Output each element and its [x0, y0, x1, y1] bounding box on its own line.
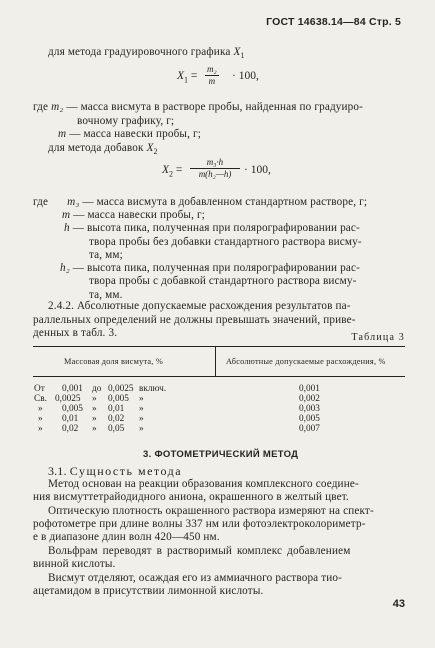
glossary1-line1 — [33, 101, 363, 113]
formula-x2-tail: · 100, — [244, 164, 271, 176]
body-line-3: Оптическую плотность окрашенного раствора измеряют на спект- — [48, 505, 374, 517]
glossary1-m-text: — масса навески пробы, г; — [69, 128, 201, 140]
row-from: 0,0025 — [55, 394, 81, 404]
body-line-4: рофотометре при длине волны 337 нм или фотоэлектроколориметр- — [33, 518, 366, 530]
glossary2-line4a — [60, 262, 360, 274]
formula-x1-lhs: X — [177, 70, 185, 82]
additions-method-line — [48, 142, 158, 156]
row-prefix: » — [38, 404, 43, 414]
subsection-31-title: Сущность метода — [69, 464, 183, 478]
glossary1-m2-text: — масса висмута в растворе пробы, найденная по градуиро- — [66, 101, 364, 113]
row-from: 0,005 — [62, 404, 83, 414]
glossary1-line2 — [58, 128, 201, 140]
row-inclusive: » — [139, 404, 144, 414]
row-inclusive: » — [139, 414, 144, 424]
row-inclusive: » — [139, 394, 144, 404]
formula-x2-lhs: X — [162, 164, 170, 176]
glossary2-h2-symbol: h₂ — [60, 262, 70, 274]
row-to-label: » — [92, 394, 97, 404]
row-from: 0,02 — [62, 424, 79, 434]
row-to-label: » — [92, 414, 97, 424]
glossary2-h2-text: — высота пика, полученная при полярографировании рас- — [72, 262, 360, 274]
body-line-2: ния висмуттетрайодидного аниона, окрашенного в желтый цвет. — [33, 491, 349, 503]
x1-symbol: X — [233, 46, 241, 58]
body-line-9: ацетамидом в присутствии лимонной кислоты. — [33, 585, 264, 597]
table-caption: Таблица 3 — [351, 332, 405, 343]
row-value: 0,003 — [299, 404, 320, 414]
glossary2-line3b: твора пробы без добавки стандартного раствора висму- — [89, 236, 362, 248]
row-inclusive: включ. — [139, 384, 167, 394]
glossary2-m-text: — масса навески пробы, г; — [73, 209, 205, 221]
table-header-rule — [33, 376, 405, 377]
glossary1-m-symbol: m — [58, 128, 67, 140]
row-to: 0,05 — [108, 424, 125, 434]
body-line-1: Метод основан на реакции образования комплексного соедине- — [48, 478, 359, 490]
glossary2-m3-text: — масса висмута в добавленном стандартном растворе, г; — [82, 196, 368, 208]
body-line-7: винной кислоты. — [33, 558, 116, 570]
row-value: 0,007 — [299, 424, 320, 434]
glossary1-where: где — [33, 101, 49, 113]
row-to-label: до — [92, 384, 102, 394]
table-column-divider — [215, 346, 216, 376]
table-col1-header: Массовая доля висмута, % — [64, 357, 163, 366]
subsection-31-number: 3.1. — [48, 464, 67, 478]
body-line-5: е в диапазоне длин волн 420—450 нм. — [33, 531, 220, 543]
formula-x2-fraction — [190, 157, 240, 180]
formula-x2-numerator: m₃·h — [190, 157, 240, 169]
formula-x1 — [177, 70, 197, 84]
glossary2-line4c: та, мм. — [89, 289, 123, 301]
row-prefix: Св. — [34, 394, 47, 404]
formula-x1-denominator: m — [208, 76, 216, 86]
row-from: 0,01 — [62, 414, 79, 424]
row-value: 0,005 — [299, 414, 320, 424]
glossary2-line2 — [62, 209, 205, 221]
glossary2-where: где — [33, 196, 49, 208]
page-header: ГОСТ 14638.14—84 Стр. 5 — [266, 16, 401, 28]
row-prefix: » — [38, 414, 43, 424]
subsection-31-heading — [48, 464, 182, 479]
glossary2-h-text: — высота пика, полученная при полярографировании рас- — [72, 222, 360, 234]
body-line-6: Вольфрам переводят в растворимый комплекс добавлением — [48, 545, 351, 557]
glossary1-m2-symbol: m₂ — [51, 101, 64, 113]
formula-x1-numerator: m₂ — [207, 64, 217, 74]
glossary2-line3a — [64, 222, 360, 234]
row-to-label: » — [92, 404, 97, 414]
row-prefix: От — [34, 384, 45, 394]
x2-symbol: X — [146, 142, 154, 154]
row-to-label: » — [92, 424, 97, 434]
additions-method-text: для метода добавок — [48, 142, 144, 154]
formula-x1-fraction — [205, 64, 219, 87]
glossary2-line4b: твора пробы с добавкой стандартного раствора висму- — [89, 275, 357, 287]
row-to: 0,02 — [108, 414, 125, 424]
x2-subscript: 2 — [153, 147, 158, 157]
formula-x1-lhs-sub: 1 — [184, 75, 189, 85]
para-242-line1: 2.4.2. Абсолютные допускаемые расхождения результатов па- — [48, 300, 351, 312]
para-242-line3: денных в табл. 3. — [33, 327, 118, 339]
row-inclusive: » — [139, 424, 144, 434]
calibration-method-line — [48, 46, 245, 60]
section-3-heading: 3. ФОТОМЕТРИЧЕСКИЙ МЕТОД — [143, 449, 299, 460]
row-value: 0,002 — [299, 394, 320, 404]
x1-subscript: 1 — [240, 51, 245, 61]
glossary1-line1b: вочному графику, г; — [77, 115, 175, 127]
glossary2-line1 — [33, 196, 367, 208]
formula-x1-tail: · 100, — [232, 70, 259, 82]
page-number: 43 — [392, 598, 405, 610]
glossary2-line3c: та, мм; — [89, 249, 123, 261]
body-line-8: Висмут отделяют, осаждая его из аммиачного раствора тио- — [48, 572, 343, 584]
formula-x2 — [162, 164, 182, 178]
formula-x2-denominator: m(h₂—h) — [198, 169, 232, 179]
glossary2-h-symbol: h — [64, 222, 70, 234]
glossary2-m-symbol: m — [62, 209, 71, 221]
row-value: 0,001 — [299, 384, 320, 394]
row-to: 0,0025 — [108, 384, 134, 394]
formula-x2-equals: = — [175, 164, 183, 176]
calibration-method-text: для метода градуировочного графика — [48, 46, 231, 58]
glossary2-m3-symbol: m₃ — [67, 196, 80, 208]
formula-x2-lhs-sub: 2 — [169, 169, 174, 179]
table-col2-header: Абсолютные допускаемые расхождения, % — [226, 357, 386, 366]
table-top-rule — [33, 346, 405, 347]
row-from: 0,001 — [62, 384, 83, 394]
row-to: 0,01 — [108, 404, 125, 414]
para-242-line2: раллельных определений не должны превышать значений, приве- — [33, 314, 356, 326]
row-prefix: » — [38, 424, 43, 434]
formula-x1-equals: = — [190, 70, 198, 82]
row-to: 0,005 — [108, 394, 129, 404]
